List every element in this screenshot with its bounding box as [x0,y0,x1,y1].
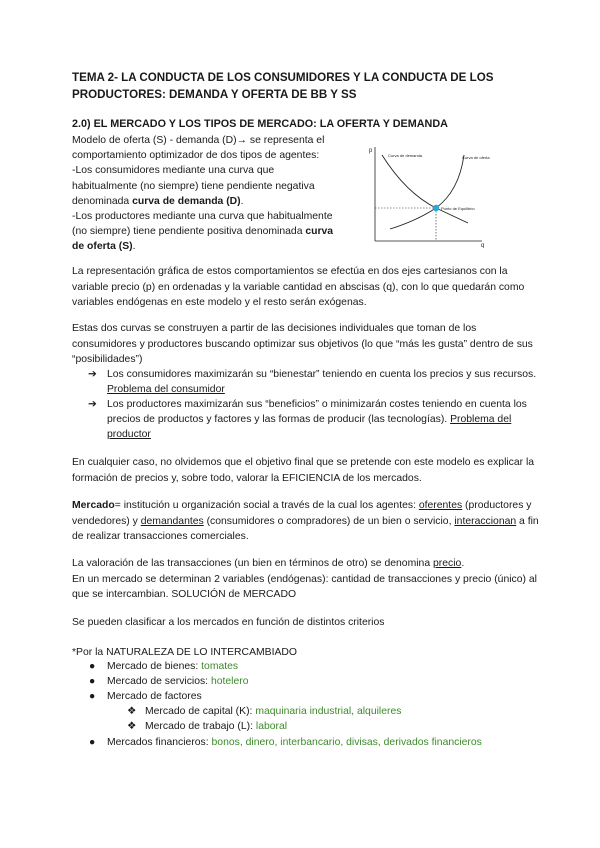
precio-term: precio [433,558,462,569]
x-axis-label: q [481,243,485,248]
supply-demand-chart [364,143,494,248]
demand-curve-label: Curva de demanda [388,153,423,158]
intro-line: comportamiento optimizador de dos tipos de agentes: [72,150,320,162]
intro-line: Modelo de oferta (S) - demanda (D)→ se representa el [72,135,325,146]
list-item: ❖ Mercado de capital (K): maquinaria industrial, alquileres [127,705,401,720]
diamond-bullet-icon: ❖ [127,706,137,717]
list-item: ➔ Los consumidores maximizarán su “bienestar” teniendo en cuenta los precios y sus recursos. Problema del consumidor [88,369,537,395]
document-title: TEMA 2- LA CONDUCTA DE LOS CONSUMIDORES Y LA CONDUCTA DE LOS PRODUCTORES: DEMANDA Y OFERTA DE BB Y SS [72,71,494,101]
arrow-icon: ➔ [88,369,97,380]
bullet-icon: ● [89,676,96,687]
paragraph-representation: La representación gráfica de estos comportamientos se efectúa en dos ejes cartesianos con la variable precio (p) en ordenadas y la variable cantidad en abscisas (q), con lo que quedarán como variables endógenas en este modelo y el resto serán exógenas. [72,266,525,309]
list-item: ❖ Mercado de trabajo (L): laboral [127,720,287,735]
supply-curve-term: de oferta (S) [72,241,133,253]
list-item: ● Mercados financieros: bonos, dinero, interbancario, divisas, derivados financieros [89,736,482,751]
list-item: ● Mercado de servicios: hotelero [89,675,249,690]
list-item: ● Mercado de bienes: tomates [89,660,238,675]
intro-line: -Los consumidores mediante una curva que [72,165,275,177]
list-item: ➔ Los productores maximizarán sus “beneficios” o minimizarán costes teniendo en cuenta los precios de productos y factores y las formas de producir (las tecnologías). Problema del productor [88,399,527,440]
intro-line: -Los productores mediante una curva que habitualmente [72,211,333,223]
bullet-icon: ● [89,737,96,748]
bullet-icon: ● [89,691,96,702]
mercado-term: Mercado [72,500,115,511]
arrow-icon: ➔ [88,399,97,410]
equilibrium-label: Punto de Equilibrio [441,206,475,211]
naturaleza-heading: *Por la NATURALEZA DE LO INTERCAMBIADO [72,647,297,658]
supply-curve [390,155,464,229]
intro-line: denominada curva de demanda (D). [72,195,244,207]
supply-curve-label: Curva de oferta [462,155,490,160]
equilibrium-point [433,205,439,211]
intro-line: de oferta (S). [72,241,136,253]
demand-curve-term: curva de demanda (D) [132,195,241,207]
consumer-problem-term: Problema del consumidor [107,384,225,395]
paragraph-mercado-definition: Mercado= institución u organización social a través de la cual los agentes: oferentes (productores y vendedores) y demandantes (consumidores o compradores) de un bien o servicio, interaccionan a fin de realizar transacciones comerciales. [72,500,539,543]
paragraph-classification: Se pueden clasificar a los mercados en función de distintos criterios [72,617,385,628]
paragraph-curves: Estas dos curvas se construyen a partir de las decisiones individuales que toman de los consumidores y productores buscando optimizar sus objetivos (lo que “más les gusta” dentro de sus “posibilidades”) [72,323,533,366]
intro-line: (no siempre) tiene pendiente positiva denominada curva [72,226,334,238]
list-item: ● Mercado de factores [89,690,202,705]
y-axis-label: p [369,148,373,154]
producer-problem-term: Problema del productor [107,414,512,440]
bullet-icon: ● [89,661,96,672]
intro-paragraph [72,133,362,255]
paragraph-objective: En cualquier caso, no olvidemos que el objetivo final que se pretende con este modelo es explicar la formación de precios y, sobre todo, valorar la EFICIENCIA de los mercados. [72,457,535,484]
intro-line: habitualmente (no siempre) tiene pendiente negativa [72,180,315,192]
paragraph-precio: La valoración de las transacciones (un bien en términos de otro) se denomina precio. En un mercado se determinan 2 variables (endógenas): cantidad de transacciones y precio (único) al que se intercambian. SOLUCIÓN de MERCADO [72,558,537,601]
demand-curve [382,155,468,223]
section-heading: 2.0) EL MERCADO Y LOS TIPOS DE MERCADO: LA OFERTA Y DEMANDA [72,118,448,130]
diamond-bullet-icon: ❖ [127,721,137,732]
